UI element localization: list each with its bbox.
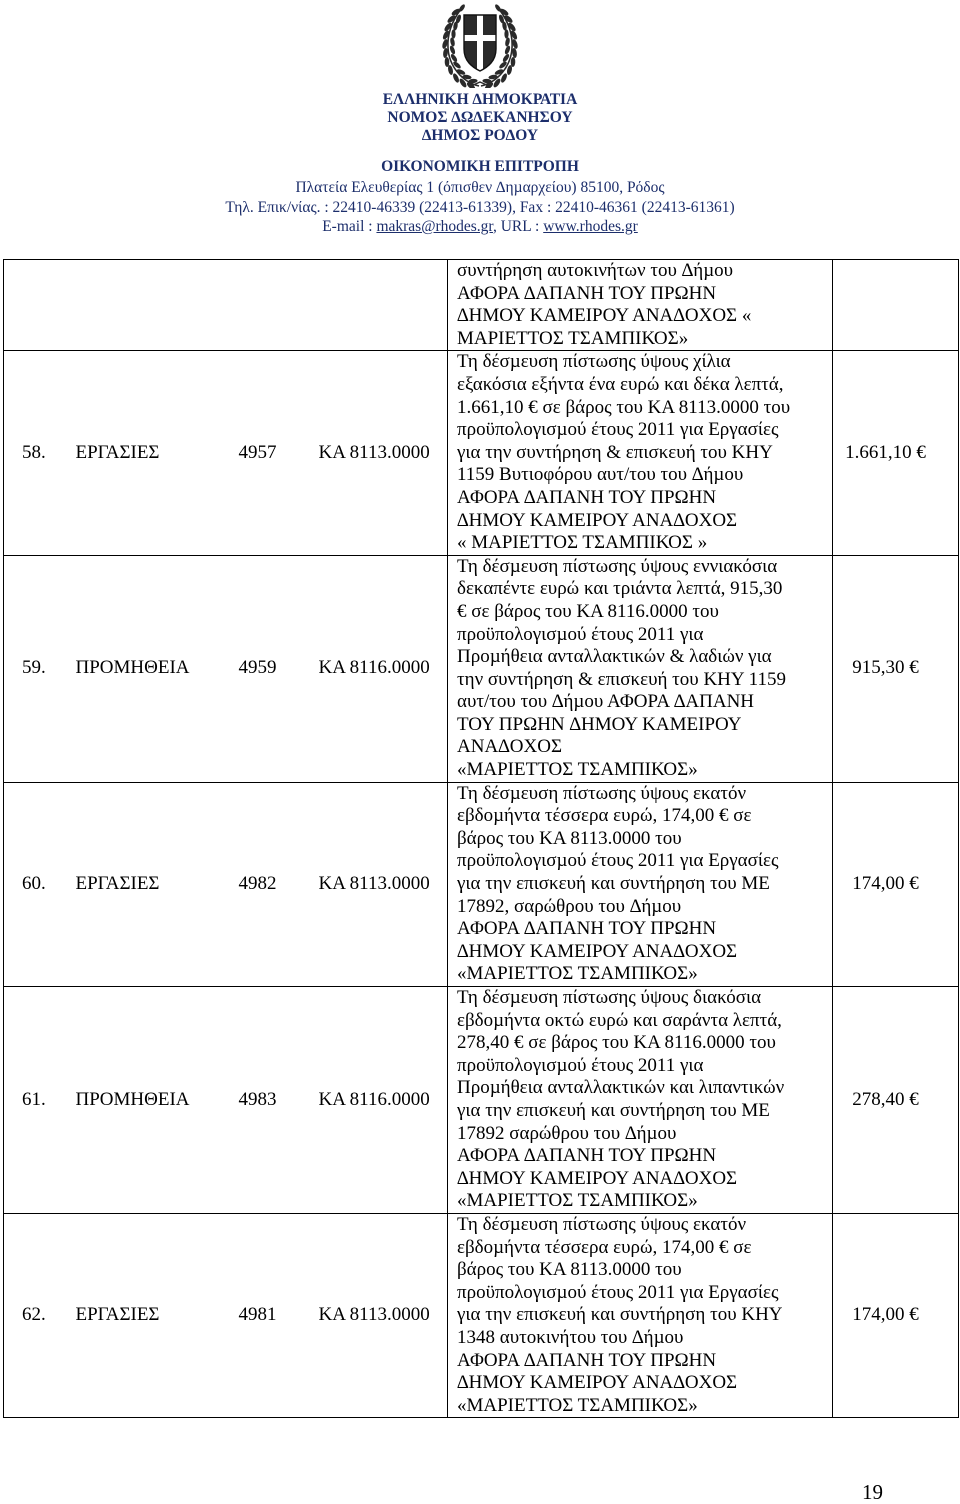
entry-number-cell: 61. xyxy=(4,987,71,1214)
description-line: εβδοµήντα τέσσερα ευρώ, 174,00 € σε xyxy=(457,805,752,827)
description-line: Προµήθεια ανταλλακτικών & λαδιών για xyxy=(457,646,772,668)
commitment-table-body xyxy=(4,260,959,1418)
description-line: «ΜΑΡΙΕΤΤΟΣ ΤΣΑΜΠΙΚΟΣ» xyxy=(457,759,698,781)
table-row xyxy=(4,351,959,555)
entry-number-cell: 58. xyxy=(4,351,71,555)
table-row xyxy=(4,555,959,782)
description-line: προϋπολογισµού έτους 2011 για Εργασίες xyxy=(457,419,779,441)
page-number: 19 xyxy=(862,1480,883,1504)
description-line: βάρος του ΚΑ 8113.0000 του xyxy=(457,827,682,849)
description-cell xyxy=(448,555,833,782)
amount-cell: 278,40 € xyxy=(833,987,959,1214)
amount-cell: 1.661,10 € xyxy=(833,351,959,555)
description-line: εξακόσια εξήντα ένα ευρώ και δέκα λεπτά, xyxy=(457,373,784,395)
description-line: € σε βάρος του ΚΑ 8116.0000 του xyxy=(457,600,719,622)
website-link[interactable]: www.rhodes.gr xyxy=(543,218,638,235)
expense-type-cell: ΕΡΓΑΣΙΕΣ xyxy=(71,351,231,555)
commitment-table xyxy=(3,259,959,1418)
description-line: Τη δέσµευση πίστωσης ύψους χίλια xyxy=(457,351,731,373)
description-line: βάρος του ΚΑ 8113.0000 του xyxy=(457,1259,682,1281)
description-line: Τη δέσµευση πίστωσης ύψους διακόσια xyxy=(457,987,762,1008)
entry-number-cell: 62. xyxy=(4,1213,71,1417)
budget-account-cell: ΚΑ 8113.0000 xyxy=(311,1213,448,1417)
description-line: προϋπολογισµού έτους 2011 για Εργασίες xyxy=(457,850,779,872)
description-line: «ΜΑΡΙΕΤΤΟΣ ΤΣΑΜΠΙΚΟΣ» xyxy=(457,1190,698,1212)
description-line: προϋπολογισµού έτους 2011 για xyxy=(457,1054,704,1076)
email-label: E-mail : xyxy=(322,218,377,235)
description-line: προϋπολογισµού έτους 2011 για xyxy=(457,623,704,645)
expense-type-cell: ΠΡΟΜΗΘΕΙΑ xyxy=(71,555,231,782)
commitment-code-cell: 4957 xyxy=(231,351,311,555)
description-line: για την επισκευή και συντήρηση του ΜΕ xyxy=(457,1099,770,1121)
commitment-code-cell: 4983 xyxy=(231,987,311,1214)
description-line: 17892, σαρώθρου του ∆ήµου xyxy=(457,895,682,917)
description-line: « ΜΑΡΙΕΤΤΟΣ ΤΣΑΜΠΙΚΟΣ » xyxy=(457,532,708,554)
description-cell xyxy=(448,351,833,555)
table-row xyxy=(4,987,959,1214)
description-line: ΑΦΟΡΑ ∆ΑΠΑΝΗ ΤΟΥ ΠΡΩΗΝ xyxy=(457,1349,717,1371)
description-line: εβδοµήντα οκτώ ευρώ και σαράντα λεπτά, xyxy=(457,1009,782,1031)
expense-type-cell xyxy=(71,260,231,351)
amount-cell: 174,00 € xyxy=(833,782,959,986)
amount-cell xyxy=(833,260,959,351)
commitment-code-cell: 4959 xyxy=(231,555,311,782)
commitment-code-cell xyxy=(231,260,311,351)
description-line: ∆ΗΜΟΥ ΚΑΜΕΙΡΟΥ ΑΝΑ∆ΟΧΟΣ xyxy=(457,509,738,531)
description-line: ΜΑΡΙΕΤΤΟΣ ΤΣΑΜΠΙΚΟΣ» xyxy=(457,327,689,349)
address-line: Πλατεία Ελευθερίας 1 (όπισθεν ∆ηµαρχείου) 85100, Ρόδος xyxy=(295,179,665,196)
phone-line: Τηλ. Επικ/νίας. : 22410-46339 (22413-61339), Fax : 22410-46361 (22413-61361) xyxy=(225,199,735,216)
description-line: «ΜΑΡΙΕΤΤΟΣ ΤΣΑΜΠΙΚΟΣ» xyxy=(457,963,698,985)
description-line: αυτ/του του ∆ήµου ΑΦΟΡΑ ∆ΑΠΑΝΗ xyxy=(457,691,755,713)
description-line: ∆ΗΜΟΥ ΚΑΜΕΙΡΟΥ ΑΝΑ∆ΟΧΟΣ xyxy=(457,1372,738,1394)
entry-number-cell xyxy=(4,260,71,351)
description-line: 1159 Βυτιοφόρου αυτ/του του ∆ήµου xyxy=(457,464,744,486)
budget-account-cell: ΚΑ 8113.0000 xyxy=(311,351,448,555)
description-line: Προµήθεια ανταλλακτικών και λιπαντικών xyxy=(457,1077,785,1099)
description-line: ∆ΗΜΟΥ ΚΑΜΕΙΡΟΥ ΑΝΑ∆ΟΧΟΣ xyxy=(457,1167,738,1189)
amount-cell: 915,30 € xyxy=(833,555,959,782)
description-cell xyxy=(448,1213,833,1417)
description-cell xyxy=(448,782,833,986)
expense-type-cell: ΕΡΓΑΣΙΕΣ xyxy=(71,782,231,986)
table-row xyxy=(4,1213,959,1417)
budget-account-cell: ΚΑ 8116.0000 xyxy=(311,555,448,782)
description-line: για την επισκευή και συντήρηση του ΜΕ xyxy=(457,873,770,895)
contact-line xyxy=(0,218,960,236)
description-line: ΤΟΥ ΠΡΩΗΝ ∆ΗΜΟΥ ΚΑΜΕΙΡΟΥ xyxy=(457,713,742,735)
description-line: ∆ΗΜΟΥ ΚΑΜΕΙΡΟΥ ΑΝΑ∆ΟΧΟΣ xyxy=(457,940,738,962)
description-line: την συντήρηση & επισκευή του ΚΗΥ 1159 xyxy=(457,668,786,690)
description-line: «ΜΑΡΙΕΤΤΟΣ ΤΣΑΜΠΙΚΟΣ» xyxy=(457,1394,698,1416)
commitment-code-cell: 4982 xyxy=(231,782,311,986)
description-line: ΑΦΟΡΑ ∆ΑΠΑΝΗ ΤΟΥ ΠΡΩΗΝ xyxy=(457,486,717,508)
description-line: ΑΦΟΡΑ ∆ΑΠΑΝΗ ΤΟΥ ΠΡΩΗΝ xyxy=(457,282,717,304)
description-cell xyxy=(448,260,833,351)
budget-account-cell: ΚΑ 8113.0000 xyxy=(311,782,448,986)
committee-heading: ΟΙΚΟΝΟΜΙΚΗ ΕΠΙΤΡΟΠΗ xyxy=(381,158,579,175)
description-line: εβδοµήντα τέσσερα ευρώ, 174,00 € σε xyxy=(457,1236,752,1258)
description-line: για την συντήρηση & επισκευή του ΚΗΥ xyxy=(457,441,773,463)
description-line: ΑΦΟΡΑ ∆ΑΠΑΝΗ ΤΟΥ ΠΡΩΗΝ xyxy=(457,1145,717,1167)
description-line: Τη δέσµευση πίστωσης ύψους εκατόν xyxy=(457,1213,747,1235)
description-line: 17892 σαρώθρου του ∆ήµου xyxy=(457,1122,677,1144)
description-line: 278,40 € σε βάρος του ΚΑ 8116.0000 του xyxy=(457,1032,776,1054)
description-line: Τη δέσµευση πίστωσης ύψους εννιακόσια xyxy=(457,555,778,577)
description-line: για την επισκευή και συντήρηση του ΚΗΥ xyxy=(457,1304,783,1326)
description-line: Τη δέσµευση πίστωσης ύψους εκατόν xyxy=(457,782,747,804)
table-row xyxy=(4,782,959,986)
description-cell xyxy=(448,987,833,1214)
description-line: ΑΝΑ∆ΟΧΟΣ xyxy=(457,736,563,758)
description-line: προϋπολογισµού έτους 2011 για Εργασίες xyxy=(457,1281,779,1303)
description-line: ΑΦΟΡΑ ∆ΑΠΑΝΗ ΤΟΥ ΠΡΩΗΝ xyxy=(457,918,717,940)
description-line: δεκαπέντε ευρώ και τριάντα λεπτά, 915,30 xyxy=(457,578,783,600)
budget-account-cell: ΚΑ 8116.0000 xyxy=(311,987,448,1214)
description-line: συντήρηση αυτοκινήτων του ∆ήµου xyxy=(457,260,734,281)
entry-number-cell: 60. xyxy=(4,782,71,986)
email-link[interactable]: makras@rhodes.gr xyxy=(376,218,493,235)
budget-account-cell xyxy=(311,260,448,351)
coat-of-arms-icon xyxy=(442,2,518,88)
commitment-code-cell: 4981 xyxy=(231,1213,311,1417)
table-row xyxy=(4,260,959,351)
url-label: , URL : xyxy=(492,218,544,235)
prefecture-heading: ΝΟΜΟΣ ∆Ω∆ΕΚΑΝΗΣΟΥ xyxy=(387,109,573,126)
municipality-heading: ∆ΗΜΟΣ ΡΟ∆ΟΥ xyxy=(421,127,539,144)
expense-type-cell: ΕΡΓΑΣΙΕΣ xyxy=(71,1213,231,1417)
country-heading: ΕΛΛΗΝΙΚΗ ∆ΗΜΟΚΡΑΤΙΑ xyxy=(382,91,578,108)
description-line: 1.661,10 € σε βάρος του ΚΑ 8113.0000 του xyxy=(457,396,791,418)
amount-cell: 174,00 € xyxy=(833,1213,959,1417)
entry-number-cell: 59. xyxy=(4,555,71,782)
description-line: ∆ΗΜΟΥ ΚΑΜΕΙΡΟΥ ΑΝΑ∆ΟΧΟΣ « xyxy=(457,305,752,327)
expense-type-cell: ΠΡΟΜΗΘΕΙΑ xyxy=(71,987,231,1214)
description-line: 1348 αυτοκινήτου του ∆ήµου xyxy=(457,1326,684,1348)
